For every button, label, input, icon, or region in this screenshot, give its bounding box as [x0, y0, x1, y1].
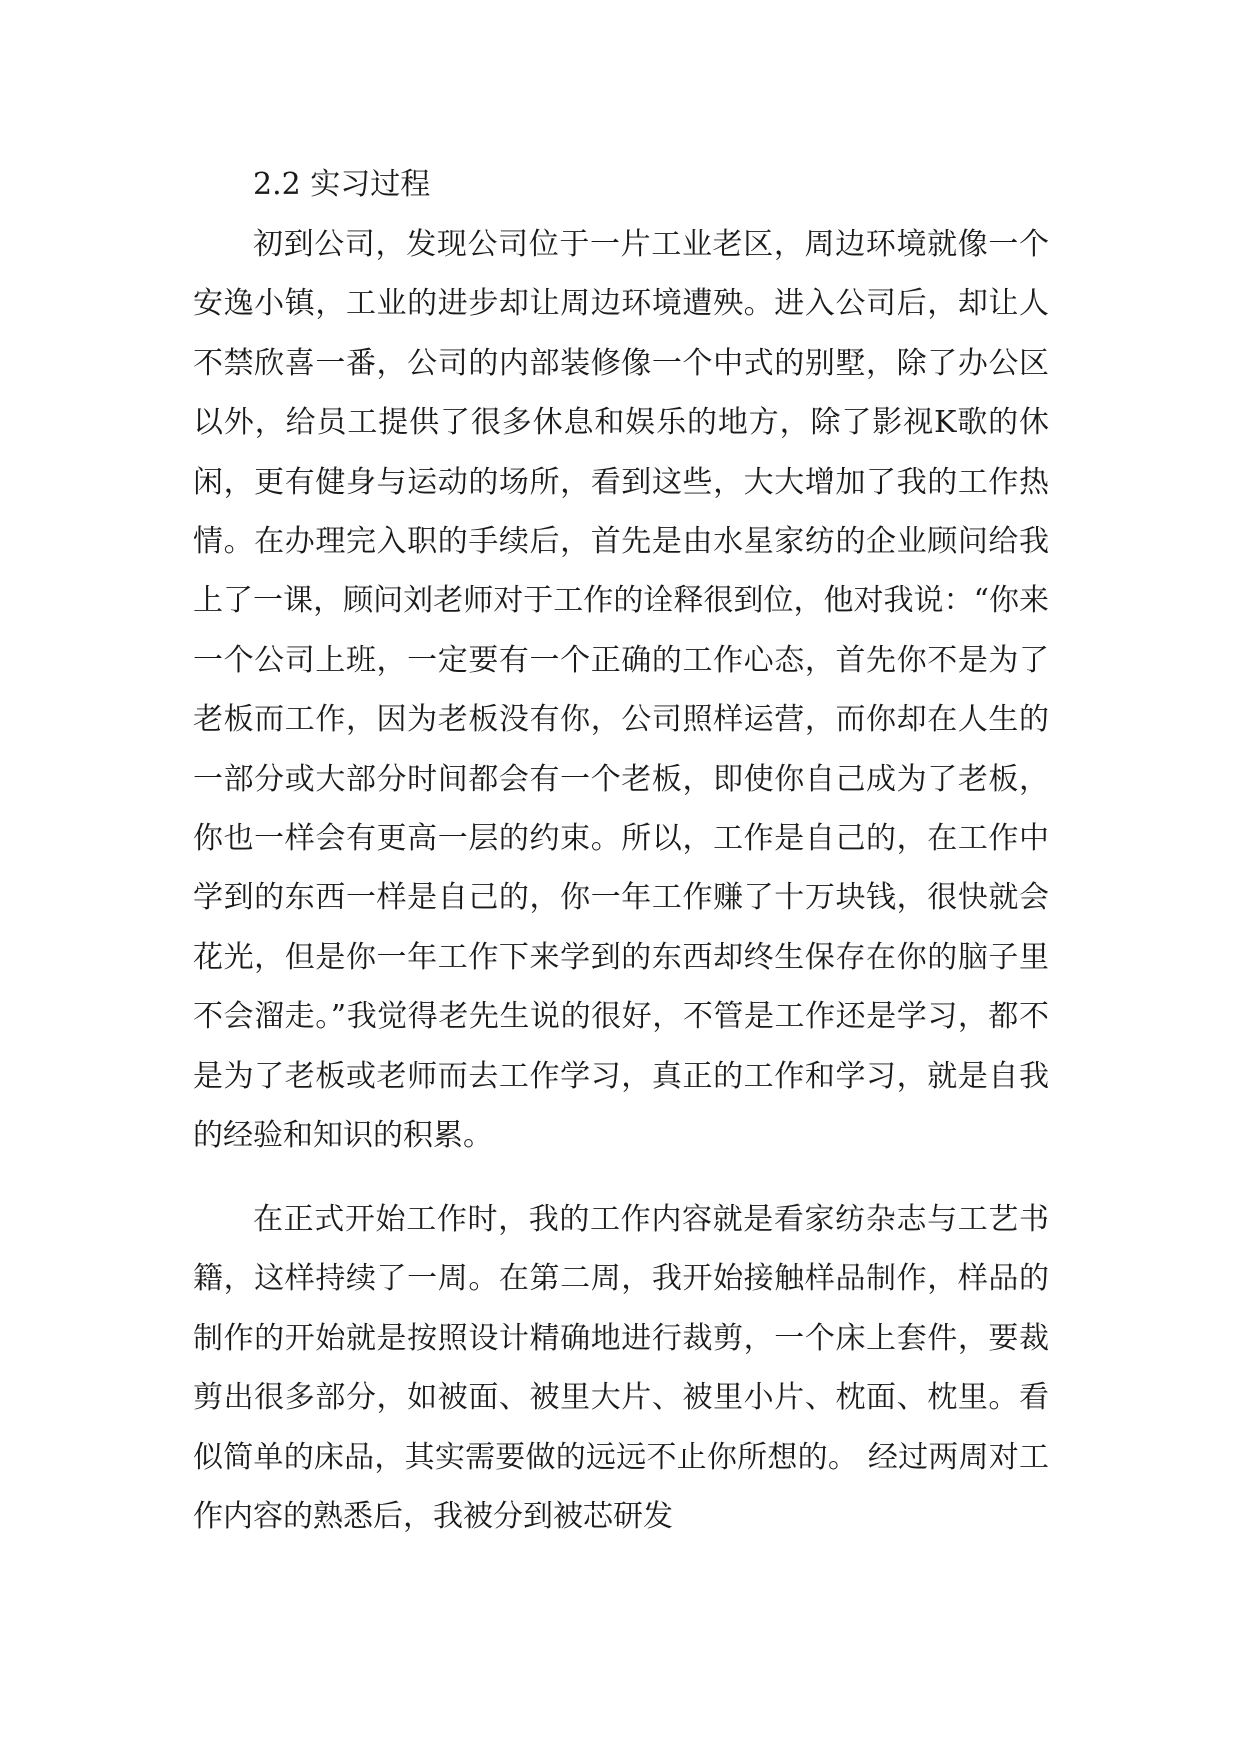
paragraph-1: 初到公司，发现公司位于一片工业老区，周边环境就像一个安逸小镇，工业的进步却让周边环境遭殃。进入公司后，却让人不禁欣喜一番，公司的内部装修像一个中式的别墅，除了办公区以外，给员工提供了很多休息和娱乐的地方，除了影视K歌的休闲，更有健身与运动的场所，看到这些，大大增加了我的工作热情。在办理完入职的手续后，首先是由水星家纺的企业顾问给我上了一课，顾问刘老师对于工作的诠释很到位，他对我说：“你来一个公司上班，一定要有一个正确的工作心态，首先你不是为了老板而工作，因为老板没有你，公司照样运营，而你却在人生的一部分或大部分时间都会有一个老板，即使你自己成为了老板，你也一样会有更高一层的约束。所以，工作是自己的，在工作中学到的东西一样是自己的，你一年工作赚了十万块钱，很快就会花光，但是你一年工作下来学到的东西却终生保存在你的脑子里不会溜走。”我觉得老先生说的很好，不管是工作还是学习，都不是为了老板或老师而去工作学习，真正的工作和学习，就是自我的经验和知识的积累。 [193, 227, 1049, 1154]
paragraph-2: 在正式开始工作时，我的工作内容就是看家纺杂志与工艺书籍，这样持续了一周。在第二周，我开始接触样品制作，样品的制作的开始就是按照设计精确地进行裁剪，一个床上套件，要裁剪出很多部分，如被面、被里大片、被里小片、枕面、枕里。看似简单的床品，其实需要做的远远不止你所想的。 经过两周对工作内容的熟悉后，我被分到被芯研发 [193, 1202, 1049, 1535]
section-heading: 2.2 实习过程 [253, 167, 431, 202]
